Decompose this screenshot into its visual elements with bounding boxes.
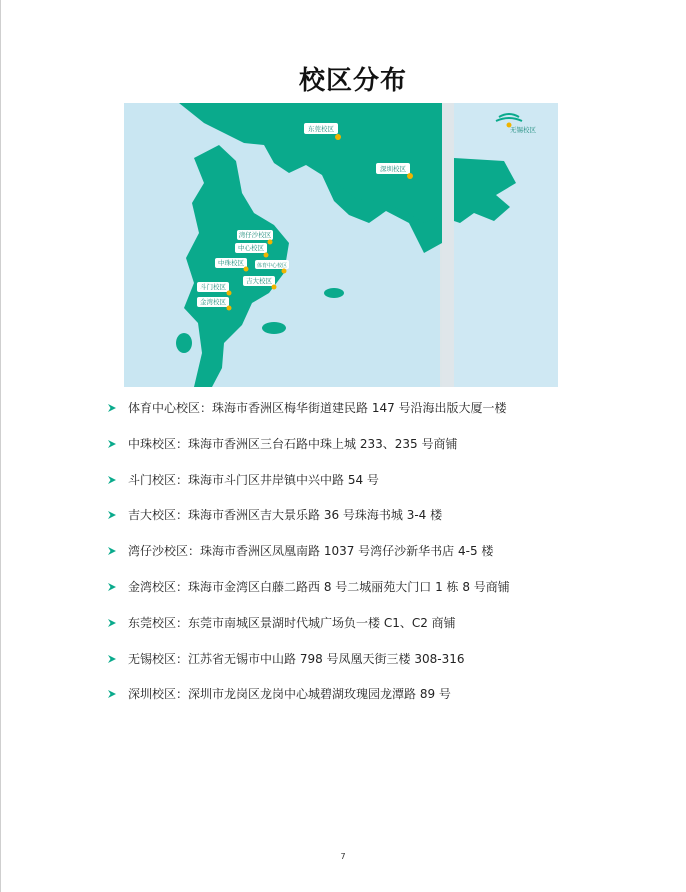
svg-text:湾仔沙校区: 湾仔沙校区 (238, 231, 272, 239)
list-item (108, 472, 668, 508)
arrow-bullet-icon (108, 404, 116, 412)
campus-map (124, 103, 558, 387)
campus-address: 无锡校区：江苏省无锡市中山路 798 号凤凰天街三楼 308-316 (128, 651, 465, 666)
svg-text:无锡校区: 无锡校区 (510, 126, 536, 134)
svg-text:吉大校区: 吉大校区 (246, 277, 272, 285)
svg-text:中珠校区: 中珠校区 (218, 259, 244, 267)
svg-text:斗门校区: 斗门校区 (200, 283, 226, 291)
list-item (108, 651, 668, 687)
arrow-bullet-icon (108, 440, 116, 448)
list-item (108, 400, 668, 436)
campus-address: 中珠校区：珠海市香洲区三台石路中珠上城 233、235 号商铺 (128, 436, 458, 451)
campus-address: 吉大校区：珠海市香洲区吉大景乐路 36 号珠海书城 3-4 楼 (128, 508, 443, 523)
svg-text:金湾校区: 金湾校区 (200, 298, 226, 306)
map-fold-shadow (440, 103, 454, 387)
svg-text:体育中心校区: 体育中心校区 (256, 263, 288, 269)
list-item (108, 543, 668, 579)
list-item (108, 686, 668, 722)
campus-address: 体育中心校区：珠海市香洲区梅华街道建民路 147 号沿海出版大厦一楼 (128, 401, 507, 415)
page-number: 7 (340, 852, 346, 861)
map-label-wuxi (510, 125, 537, 134)
svg-text:深圳校区: 深圳校区 (380, 165, 406, 173)
map-right-panel (442, 103, 558, 387)
page-title: 校区分布 (298, 66, 407, 96)
svg-text:东莞校区: 东莞校区 (308, 125, 334, 133)
svg-text:中心校区: 中心校区 (238, 244, 264, 252)
arrow-bullet-icon (108, 511, 116, 519)
arrow-bullet-icon (108, 583, 116, 591)
campus-address: 湾仔沙校区：珠海市香洲区凤凰南路 1037 号湾仔沙新华书店 4-5 楼 (128, 544, 494, 559)
map-island-1 (262, 322, 286, 334)
list-item (108, 507, 668, 543)
campus-address: 斗门校区：珠海市斗门区井岸镇中兴中路 54 号 (128, 472, 379, 487)
arrow-bullet-icon (108, 476, 116, 484)
arrow-bullet-icon (108, 690, 116, 698)
page-border (0, 0, 1, 892)
campus-address: 深圳校区：深圳市龙岗区龙岗中心城碧湖玫瑰园龙潭路 89 号 (128, 687, 451, 702)
arrow-bullet-icon (108, 655, 116, 663)
list-item (108, 436, 668, 472)
list-item (108, 579, 668, 615)
arrow-bullet-icon (108, 619, 116, 627)
list-item (108, 615, 668, 651)
map-island-2 (324, 288, 344, 298)
map-island-3 (176, 333, 192, 353)
campus-address: 东莞校区：东莞市南城区景湖时代城广场负一楼 C1、C2 商铺 (128, 615, 456, 630)
campus-address: 金湾校区：珠海市金湾区白藤二路西 8 号二城丽苑大门口 1 栋 8 号商铺 (128, 579, 510, 594)
campus-list (108, 400, 668, 722)
arrow-bullet-icon (108, 547, 116, 555)
